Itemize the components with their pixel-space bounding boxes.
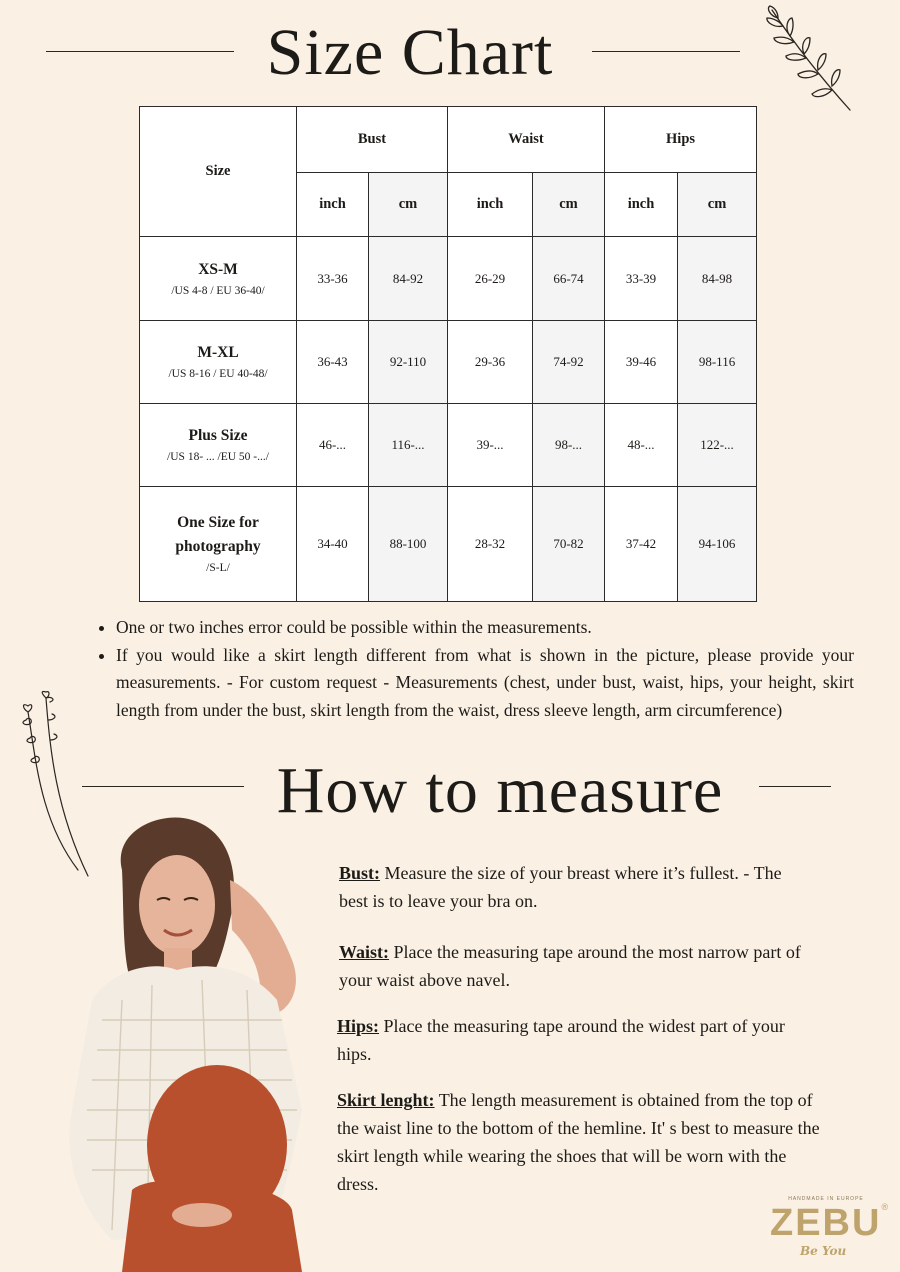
skirt-length-instruction — [337, 1086, 827, 1198]
size-name: Plus Size — [188, 427, 248, 444]
bust-header: Bust — [297, 107, 448, 173]
table-cell: 116-... — [369, 404, 448, 487]
table-cell: 84-98 — [678, 237, 757, 321]
table-cell: 46-... — [297, 404, 369, 487]
logo-brand: ZEBU — [770, 1202, 882, 1244]
bust-text: Measure the size of your breast where it’s fullest. - The best is to leave your bra on. — [339, 863, 782, 911]
table-cell: 92-110 — [369, 321, 448, 404]
size-name: One Size for photography — [175, 514, 261, 555]
logo-tagline: HANDMADE IN EUROPE — [788, 1196, 864, 1202]
table-row — [140, 321, 757, 404]
table-cell: 122-... — [678, 404, 757, 487]
size-conversion: /US 8-16 / EU 40-48/ — [168, 368, 268, 380]
waist-text: Place the measuring tape around the most narrow part of your waist above navel. — [339, 942, 801, 990]
bust-label: Bust: — [339, 863, 381, 883]
title-rule-left — [46, 51, 234, 52]
unit-header: inch — [297, 173, 369, 237]
table-cell: 66-74 — [533, 237, 605, 321]
hips-header: Hips — [605, 107, 757, 173]
table-cell: 33-36 — [297, 237, 369, 321]
size-chart-table — [139, 106, 757, 602]
table-cell: 94-106 — [678, 487, 757, 602]
size-conversion: /US 18- ... /EU 50 -.../ — [167, 451, 269, 463]
unit-header: inch — [448, 173, 533, 237]
skirt-length-text: The length measurement is obtained from the top of the waist line to the bottom of the hemline. It' s best to measure the skirt length while wearing the shoes that will be worn with the dress. — [337, 1090, 820, 1194]
table-cell: 39-46 — [605, 321, 678, 404]
table-cell: 34-40 — [297, 487, 369, 602]
table-cell: 98-116 — [678, 321, 757, 404]
size-label-cell — [140, 404, 297, 487]
table-cell: 48-... — [605, 404, 678, 487]
table-cell: 84-92 — [369, 237, 448, 321]
table-row — [140, 237, 757, 321]
hips-text: Place the measuring tape around the widest part of your hips. — [337, 1016, 785, 1064]
bust-instruction — [339, 859, 799, 915]
table-cell: 88-100 — [369, 487, 448, 602]
size-label-cell — [140, 321, 297, 404]
hips-label: Hips: — [337, 1016, 380, 1036]
size-name: XS-M — [198, 260, 238, 278]
model-photo — [52, 810, 332, 1272]
table-row — [140, 404, 757, 487]
table-cell: 70-82 — [533, 487, 605, 602]
logo-registered: ® — [881, 1202, 889, 1212]
waist-header: Waist — [448, 107, 605, 173]
table-cell: 29-36 — [448, 321, 533, 404]
measure-rule-right — [759, 786, 831, 787]
hips-instruction — [337, 1012, 807, 1068]
size-conversion: /US 4-8 / EU 36-40/ — [171, 284, 265, 297]
unit-header: cm — [533, 173, 605, 237]
measure-rule-left — [82, 786, 244, 787]
table-cell: 39-... — [448, 404, 533, 487]
measure-title: How to measure — [276, 754, 724, 827]
waist-label: Waist: — [339, 942, 390, 962]
table-row — [140, 487, 757, 602]
notes-list — [95, 614, 854, 724]
table-cell: 28-32 — [448, 487, 533, 602]
table-cell: 36-43 — [297, 321, 369, 404]
table-cell: 74-92 — [533, 321, 605, 404]
unit-header: cm — [678, 173, 757, 237]
table-cell: 33-39 — [605, 237, 678, 321]
unit-header: inch — [605, 173, 678, 237]
skirt-length-label: Skirt lenght: — [337, 1090, 435, 1110]
table-cell: 26-29 — [448, 237, 533, 321]
waist-instruction — [339, 938, 809, 994]
size-column-header: Size — [140, 107, 297, 237]
size-label-cell — [140, 237, 297, 321]
table-cell: 98-... — [533, 404, 605, 487]
page-title: Size Chart — [266, 16, 554, 89]
size-conversion: /S-L/ — [206, 562, 230, 574]
brand-logo — [766, 1196, 889, 1266]
logo-slogan: Be You — [800, 1244, 847, 1258]
size-name: M-XL — [197, 344, 239, 361]
title-rule-right — [592, 51, 740, 52]
list-item: • If you would like a skirt length different from what is shown in the picture, please provide your measurements. - For custom request - Measurements (chest, under bust, waist, hips, your height, skirt length from under the bust, skirt length from the waist, dress sleeve length, arm circumference) — [116, 642, 854, 725]
size-label-cell — [140, 487, 297, 602]
leaf-branch-icon — [758, 4, 858, 116]
table-cell: 37-42 — [605, 487, 678, 602]
list-item: • One or two inches error could be possible within the measurements. — [116, 614, 854, 642]
unit-header: cm — [369, 173, 448, 237]
